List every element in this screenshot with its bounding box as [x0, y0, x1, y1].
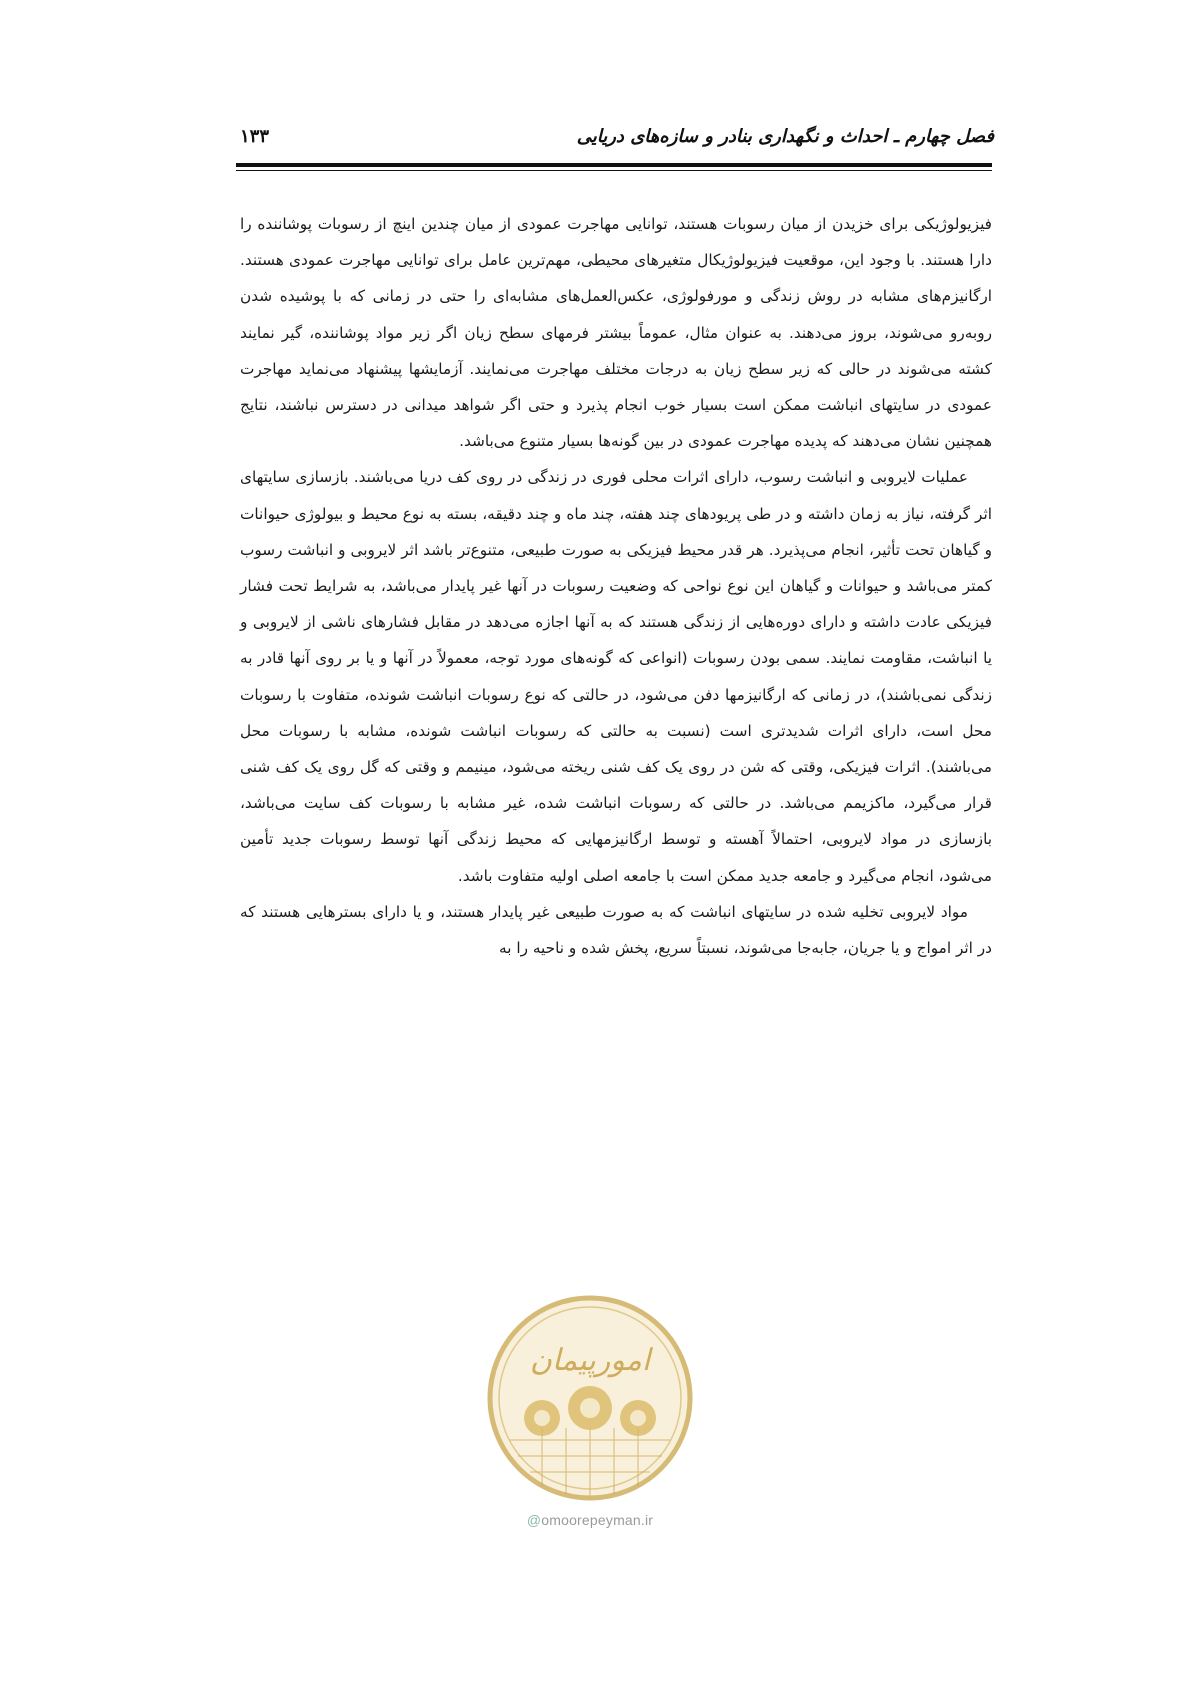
paragraph-3: مواد لایروبی تخلیه شده در سایتهای انباشت که به صورت طبیعی غیر پایدار هستند، و یا دارای بسترهایی هستند که در اثر امواج و یا جریان، جابه‌جا می‌شوند، نسبتاً سریع، پخش شده و ناحیه را به	[240, 902, 992, 958]
website-text: omoorepeyman.ir	[541, 1512, 654, 1528]
header-rule-thick	[236, 163, 992, 167]
page-number: ۱۳۳	[240, 126, 270, 147]
paragraph-1: فیزیولوژیکی برای خزیدن از میان رسوبات هستند، توانایی مهاجرت عمودی از میان چندین اینچ از رسوبات پوشاننده را دارا هستند. با وجود این، موقعیت فیزیولوژیکال متغیرهای محیطی، مهم‌ترین عامل برای توانایی مهاجرت عمودی هستند. ارگانیزم‌های مشابه در روش زندگی و مورفولوژی، عکس‌العمل‌های مشابه‌ای را حتی در زمانی که با پوشیده شدن روبه‌رو می‌شوند، بروز می‌دهند. به عنوان مثال، عموماً بیشتر فرمهای سطح زیان اگر زیر مواد پوشاننده، گیر نمایند کشته می‌شوند در حالی که زیر سطح زیان به درجات مختلف مهاجرت می‌نمایند. آزمایشها پیشنهاد می‌نماید مهاجرت عمودی در سایتهای انباشت ممکن است بسیار خوب انجام پذیرد و حتی اگر شواهد میدانی در دسترس نباشند، نتایج همچنین نشان می‌دهند که پدیده مهاجرت عمودی در بین گونه‌ها بسیار متنوع می‌باشد.	[240, 215, 992, 451]
body-text	[240, 206, 992, 966]
at-icon: @	[526, 1512, 542, 1528]
watermark-logo-text: امورپیمان	[529, 1343, 651, 1378]
watermark-website	[482, 1512, 698, 1528]
watermark-logo-icon	[482, 1290, 698, 1506]
header-rule-thin	[236, 170, 992, 171]
chapter-title: فصل چهارم ـ احداث و نگهداری بنادر و سازه‌های دریایی	[576, 126, 994, 147]
paragraph-2: عملیات لایروبی و انباشت رسوب، دارای اثرات محلی فوری در زندگی در روی کف دریا می‌باشند. بازسازی سایتهای اثر گرفته، نیاز به زمان داشته و در طی پریودهای چند هفته، چند ماه و چند دقیقه، بسته به نوع محیط و بیولوژی حیوانات و گیاهان تحت تأثیر، انجام می‌پذیرد. هر قدر محیط فیزیکی به صورت طبیعی، متنوع‌تر باشد اثر لایروبی و انباشت رسوب کمتر می‌باشد و حیوانات و گیاهان این نوع نواحی که وضعیت رسوبات در آنها غیر پایدار می‌باشد، به شرایط تحت فشار فیزیکی عادت داشته و دارای دوره‌هایی از زندگی هستند که به آنها اجازه می‌دهد در مقابل فشارهای ناشی از لایروبی و یا انباشت، مقاومت نمایند. سمی بودن رسوبات (انواعی که گونه‌های مورد توجه، معمولاً در آنها و یا بر روی آنها قادر به زندگی نمی‌باشند)، در زمانی که ارگانیزمها دفن می‌شود، در حالتی که نوع رسوبات انباشت شونده، متفاوت با رسوبات محل است، دارای اثرات شدیدتری است (نسبت به حالتی که رسوبات انباشت شونده، مشابه با رسوبات محل می‌باشند). اثرات فیزیکی، وقتی که شن در روی یک کف شنی ریخته می‌شود، مینیمم و وقتی که گل روی یک کف شنی قرار می‌گیرد، ماکزیمم می‌باشد. در حالتی که رسوبات انباشت شده، غیر مشابه با رسوبات کف سایت می‌باشد، بازسازی در مواد لایروبی، احتمالاً آهسته و توسط ارگانیزمهایی که محیط زندگی آنها توسط رسوبات جدید تأمین می‌شود، انجام می‌گیرد و جامعه جدید ممکن است با جامعه اصلی اولیه متفاوت باشد.	[240, 468, 992, 885]
watermark	[482, 1290, 698, 1528]
page-header	[232, 118, 994, 158]
